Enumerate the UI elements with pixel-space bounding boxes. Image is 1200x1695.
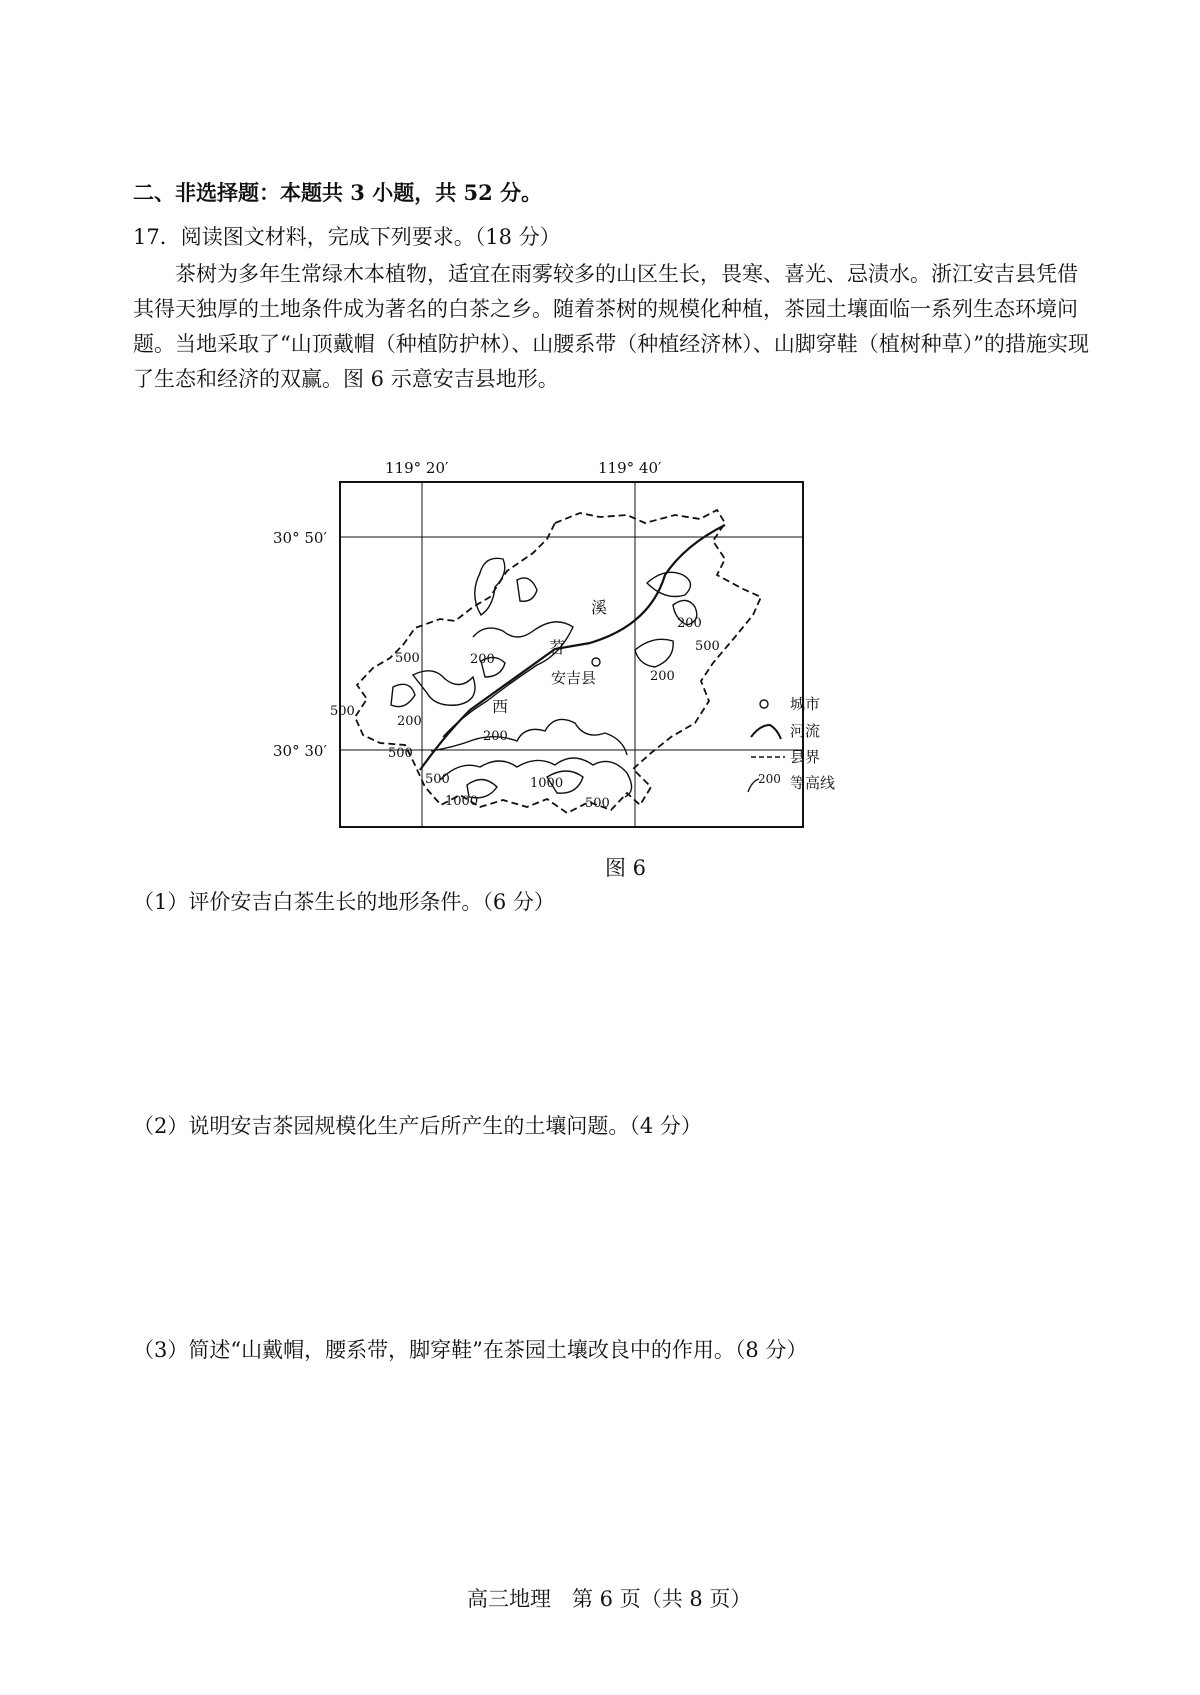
legend-river-label: 河流 — [790, 722, 821, 740]
lat-label: 30° 30′ — [273, 742, 327, 760]
sub-question-2: （2）说明安吉茶园规模化生产后所产生的土壤问题。（4 分） — [133, 1114, 702, 1138]
legend-contour-label: 等高线 — [790, 774, 836, 792]
legend-river-symbol — [751, 725, 781, 739]
question-material: 茶树为多年生常绿木本植物，适宜在雨雾较多的山区生长，畏寒、喜光、忌渍水。浙江安吉县凭借其得天独厚的土地条件成为著名的白茶之乡。随着茶树的规模化种植，茶园土壤面临一系列生态环境问题。当地采取了“山顶戴帽（种植防护林）、山腰系带（种植经济林）、山脚穿鞋（植树种草）”的措施实现了生态和经济的双赢。图 6 示意安吉县地形。 — [133, 262, 1089, 391]
question-title: 17．阅读图文材料，完成下列要求。（18 分） — [133, 225, 561, 249]
contour-label: 500 — [330, 704, 355, 719]
contour-label: 200 — [470, 652, 495, 667]
lat-label: 30° 50′ — [273, 529, 327, 547]
sub-question-1: （1）评价安吉白茶生长的地形条件。（6 分） — [133, 890, 555, 914]
terrain-map — [255, 455, 945, 845]
city-marker — [592, 658, 600, 666]
river-char: 溪 — [591, 598, 608, 617]
legend-city-symbol — [760, 700, 768, 708]
section-heading: 二、非选择题：本题共 3 小题，共 52 分。 — [133, 180, 543, 205]
contour-line — [647, 572, 691, 596]
figure-caption: 图 6 — [605, 856, 647, 880]
river — [420, 525, 725, 770]
contour-label: 500 — [695, 639, 720, 654]
legend-border-label: 县界 — [790, 748, 821, 766]
lon-label: 119° 40′ — [598, 459, 662, 477]
legend-contour-sample: 200 — [758, 772, 781, 786]
contour-label: 500 — [395, 651, 420, 666]
lon-label: 119° 20′ — [385, 459, 449, 477]
contour-line — [475, 558, 505, 615]
contour-line — [635, 639, 673, 667]
contour-label: 500 — [388, 746, 413, 761]
contour-label: 200 — [677, 616, 702, 631]
river-char: 西 — [492, 697, 509, 716]
sub-question-3: （3）简述“山戴帽，腰系带，脚穿鞋”在茶园土壤改良中的作用。（8 分） — [133, 1338, 808, 1362]
river-char: 苕 — [549, 638, 566, 657]
contour-label: 200 — [397, 714, 422, 729]
contour-line — [517, 578, 537, 601]
contour-label: 1000 — [445, 794, 479, 809]
contour-label: 200 — [483, 729, 508, 744]
contour-label: 500 — [585, 796, 610, 811]
page-footer: 高三地理 第 6 页（共 8 页） — [467, 1587, 752, 1611]
city-label: 安吉县 — [551, 669, 597, 687]
map-legend — [748, 695, 835, 792]
contour-line — [391, 684, 415, 706]
terrain-map-figure — [255, 455, 945, 845]
contour-label: 500 — [425, 772, 450, 787]
contour-label: 200 — [650, 669, 675, 684]
contour-label: 1000 — [530, 776, 564, 791]
legend-city-label: 城市 — [790, 695, 821, 713]
